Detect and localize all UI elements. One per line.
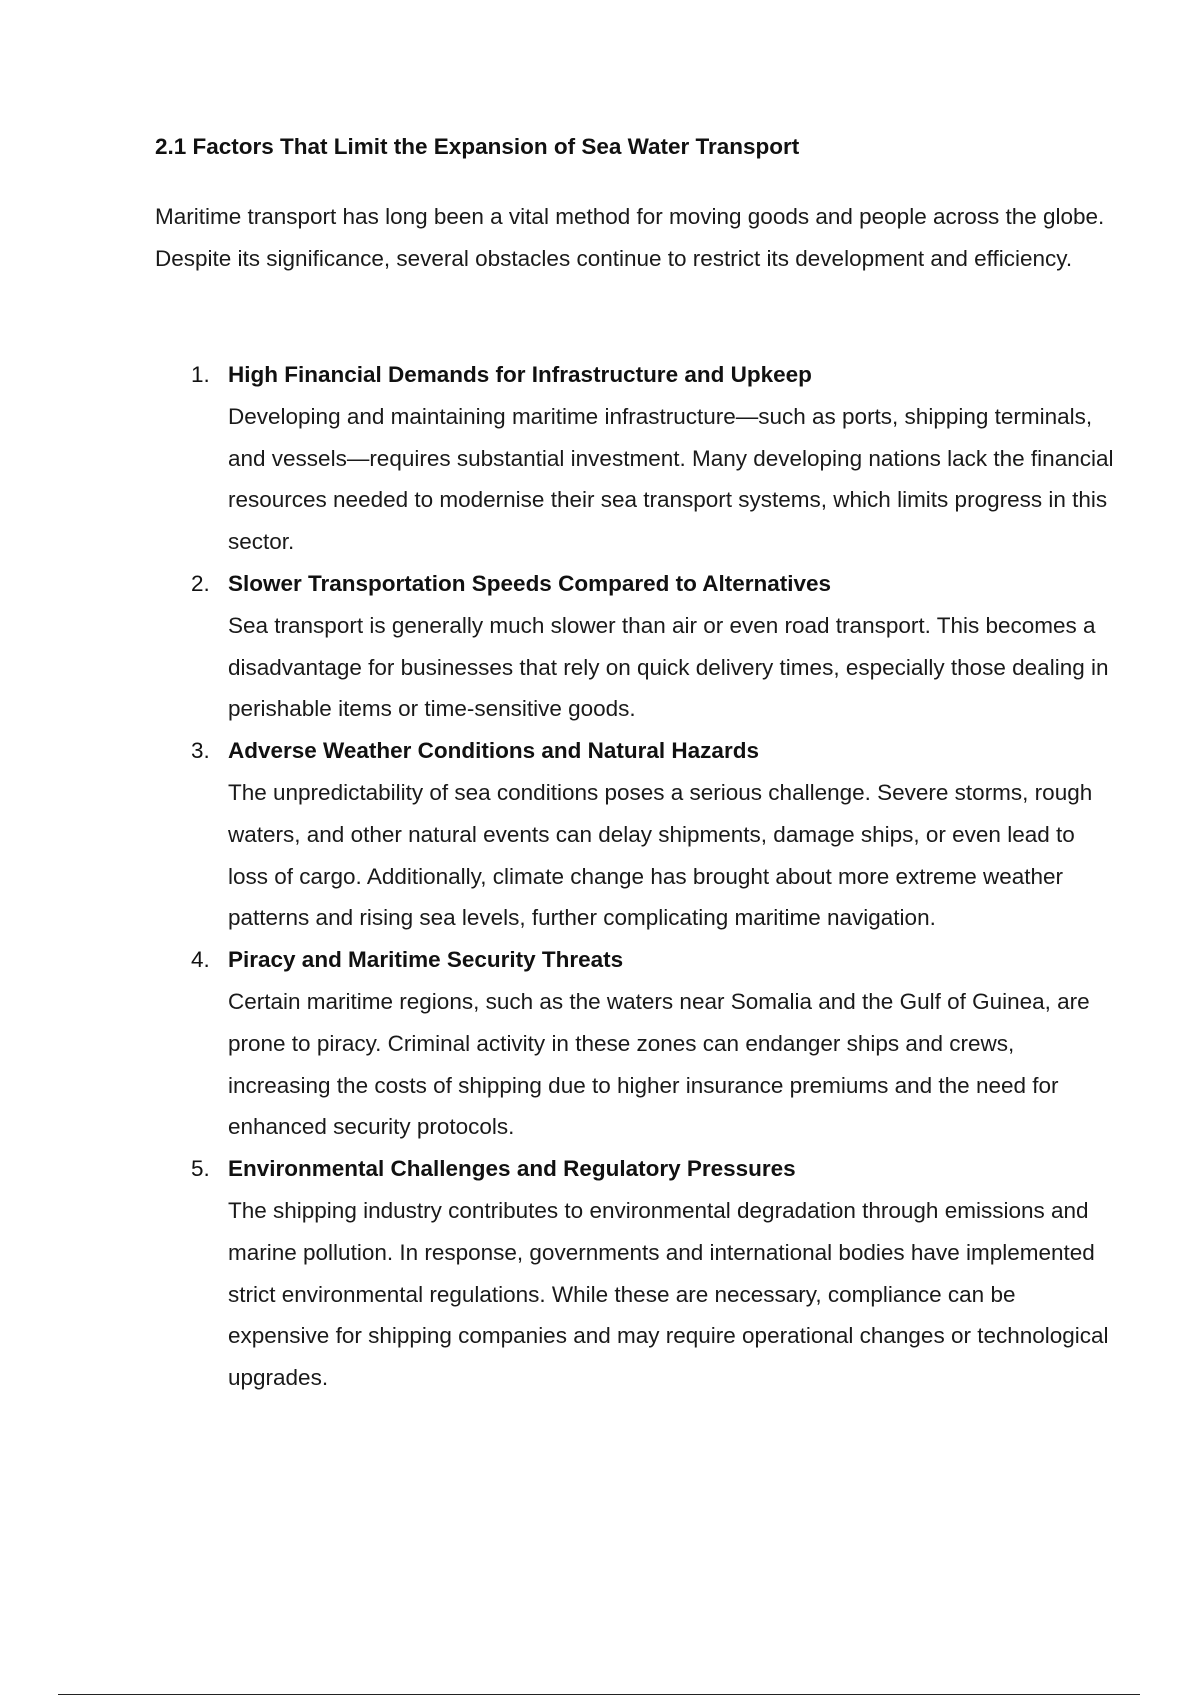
intro-paragraph: Maritime transport has long been a vital method for moving goods and people across the globe. Despite its significance, several obstacles continue to restrict its development and efficiency. — [155, 204, 1105, 272]
list-item-body: Developing and maintaining maritime infrastructure—such as ports, shipping terminals, and vessels—requires substantial investment. Many developing nations lack the financial resources needed to modernise their sea transport systems, which limits progress in this sector. — [228, 403, 1114, 555]
list-item-heading: Environmental Challenges and Regulatory Pressures — [228, 1156, 796, 1182]
list-item-body: Sea transport is generally much slower than air or even road transport. This becomes a disadvantage for businesses that rely on quick delivery times, especially those dealing in perishable items or time-sensitive goods. — [228, 612, 1109, 722]
list-item — [155, 730, 1115, 939]
list-item-number: 2. — [191, 570, 210, 596]
list-item — [155, 939, 1115, 1148]
list-item-heading: Adverse Weather Conditions and Natural Hazards — [228, 738, 759, 764]
footer-divider — [58, 1694, 1140, 1695]
list-item-number: 1. — [191, 362, 210, 387]
list-item — [155, 563, 1115, 730]
list-item-number: 3. — [191, 738, 210, 764]
list-item-heading: Slower Transportation Speeds Compared to Alternatives — [228, 570, 832, 596]
factor-list — [155, 354, 1115, 1399]
list-item-body: The shipping industry contributes to environmental degradation through emissions and marine pollution. In response, governments and international bodies have implemented strict environmental regulations. While these are necessary, compliance can be expensive for shipping companies and may require operational changes or technological upgrades. — [228, 1197, 1109, 1391]
list-item-body: Certain maritime regions, such as the waters near Somalia and the Gulf of Guinea, are prone to piracy. Criminal activity in these zones can endanger ships and crews, increasing the costs of shipping due to higher insurance premiums and the need for enhanced security protocols. — [228, 988, 1090, 1140]
list-item-number: 4. — [191, 947, 210, 973]
list-item-heading: High Financial Demands for Infrastructure and Upkeep — [228, 362, 812, 387]
section-title: 2.1 Factors That Limit the Expansion of Sea Water Transport — [155, 134, 800, 159]
list-item-number: 5. — [191, 1156, 210, 1182]
list-item-body: The unpredictability of sea conditions poses a serious challenge. Severe storms, rough waters, and other natural events can delay shipments, damage ships, or even lead to loss of cargo. Additionally, climate change has brought about more extreme weather patterns and rising sea levels, further complicating maritime navigation. — [228, 779, 1093, 931]
list-item-heading: Piracy and Maritime Security Threats — [228, 947, 624, 973]
list-item — [155, 1148, 1115, 1399]
list-item — [155, 354, 1115, 563]
